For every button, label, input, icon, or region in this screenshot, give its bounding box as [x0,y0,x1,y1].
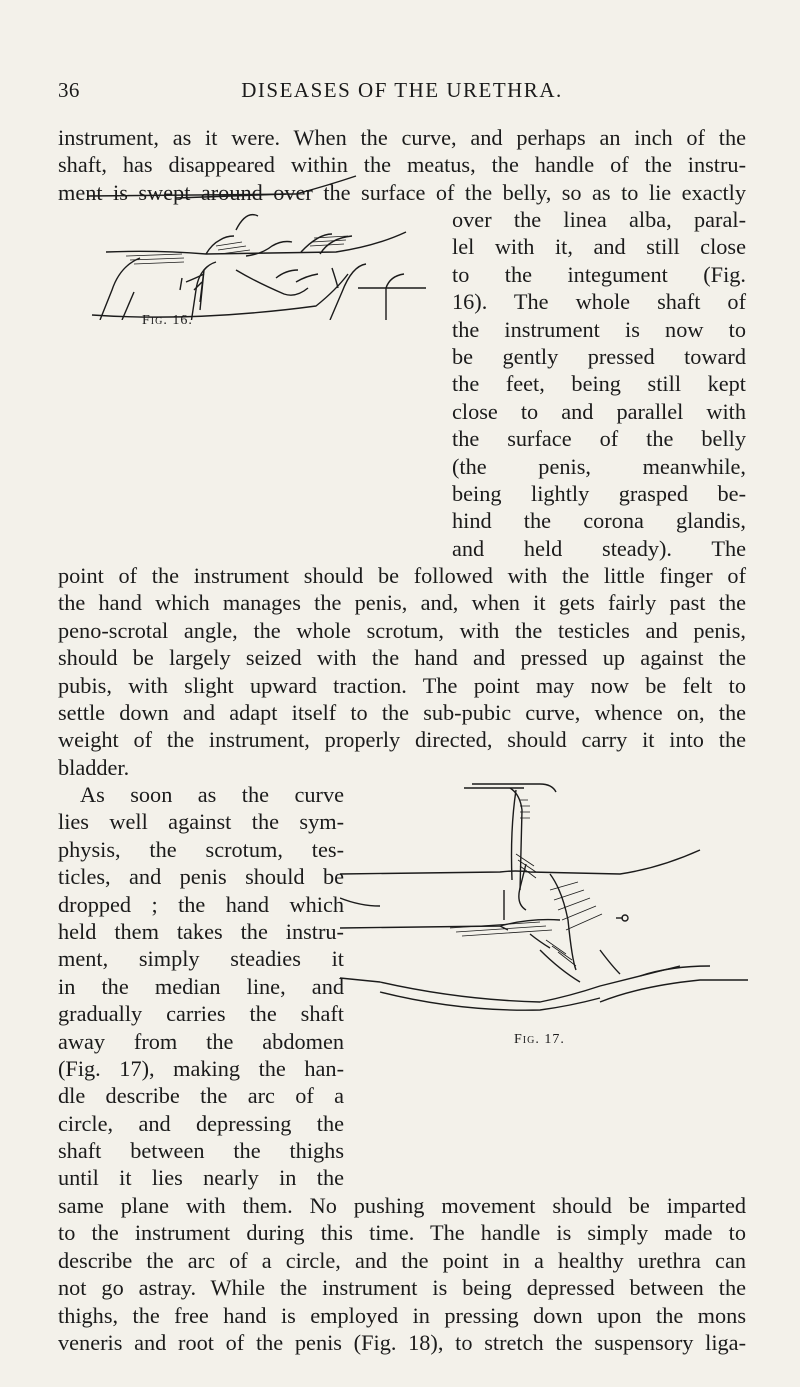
figure-16 [86,170,426,320]
text-line: hind the corona glandis, [452,508,746,534]
text-line: gradually carries the shaft [58,1001,344,1027]
text-line: dle describe the arc of a [58,1083,344,1109]
text-line: not go astray. While the instrument is being depressed between the [58,1275,746,1301]
text-line: in the median line, and [58,973,344,999]
text-line: shaft between the thighs [58,1138,344,1164]
text-line: lel with it, and still close [452,234,746,260]
text-line: shaft, has disappeared within the meatus, the handle of the instru- [58,152,746,178]
paragraph-2-bottom [58,1192,746,1356]
text-line: to the integument (Fig. [452,261,746,287]
text-line: (the penis, meanwhile, [452,453,746,479]
text-line: describe the arc of a circle, and the point in a healthy urethra can [58,1247,746,1273]
text-line: be gently pressed toward [452,343,746,369]
engraving-fig16-icon [86,170,426,320]
text-line: veneris and root of the penis (Fig. 18), to stretch the suspensory liga- [58,1329,746,1355]
figure-17-caption: Fig. 17. [514,1032,565,1047]
text-line: to the instrument during this time. The handle is simply made to [58,1220,746,1246]
text-line: As soon as the curve [80,782,344,807]
text-line: settle down and adapt itself to the sub-pubic curve, whence on, the [58,699,746,725]
text-line: bladder. [58,754,130,780]
text-line: ment, simply steadies it [58,946,344,972]
text-line: should be largely seized with the hand and pressed up against the [58,645,746,671]
text-line: the instrument is now to [452,316,746,342]
running-head [58,78,746,106]
paragraph-1-bottom [58,562,746,781]
figure-16-caption: Fig. 16. [142,313,193,328]
figure-17 [340,770,752,1040]
text-line: away from the abdomen [58,1028,344,1054]
text-line: the feet, being still kept [452,371,746,397]
text-line: lies well against the sym- [58,809,344,835]
text-line: until it lies nearly in the [58,1165,344,1191]
text-line: close to and parallel with [452,398,746,424]
text-line: circle, and depressing the [58,1110,344,1136]
text-line: the surface of the belly [452,426,746,452]
paragraph-1-beside-figure [452,206,746,562]
page-number: 36 [58,78,80,102]
text-line: pubis, with slight upward traction. The point may now be felt to [58,672,746,698]
text-line: held them takes the instru- [58,918,344,944]
text-line: 16). The whole shaft of [452,289,746,315]
text-line: being lightly grasped be- [452,480,746,506]
engraving-fig17-icon [340,770,752,1040]
text-line: weight of the instrument, properly directed, should carry it into the [58,727,746,753]
text-line: the hand which manages the penis, and, when it gets fairly past the [58,590,746,616]
text-line: over the linea alba, paral- [452,207,746,232]
text-line: same plane with them. No pushing movement should be imparted [58,1193,746,1218]
text-line: instrument, as it were. When the curve, and perhaps an inch of the [58,125,746,150]
text-line: ticles, and penis should be [58,864,344,890]
text-line: physis, the scrotum, tes- [58,836,344,862]
text-line: peno-scrotal angle, the whole scrotum, with the testicles and penis, [58,617,746,643]
text-line: ment is swept around over the surface of the belly, so as to lie exactly [58,179,746,205]
text-line: thighs, the free hand is employed in pressing down upon the mons [58,1302,746,1328]
text-line: point of the instrument should be followed with the little finger of [58,563,746,588]
running-title: DISEASES OF THE URETHRA. [241,78,563,102]
text-line: (Fig. 17), making the han- [58,1055,344,1081]
text-line: and held steady). The [452,535,746,561]
paragraph-2-beside-figure [58,781,344,1192]
text-line: dropped ; the hand which [58,891,344,917]
